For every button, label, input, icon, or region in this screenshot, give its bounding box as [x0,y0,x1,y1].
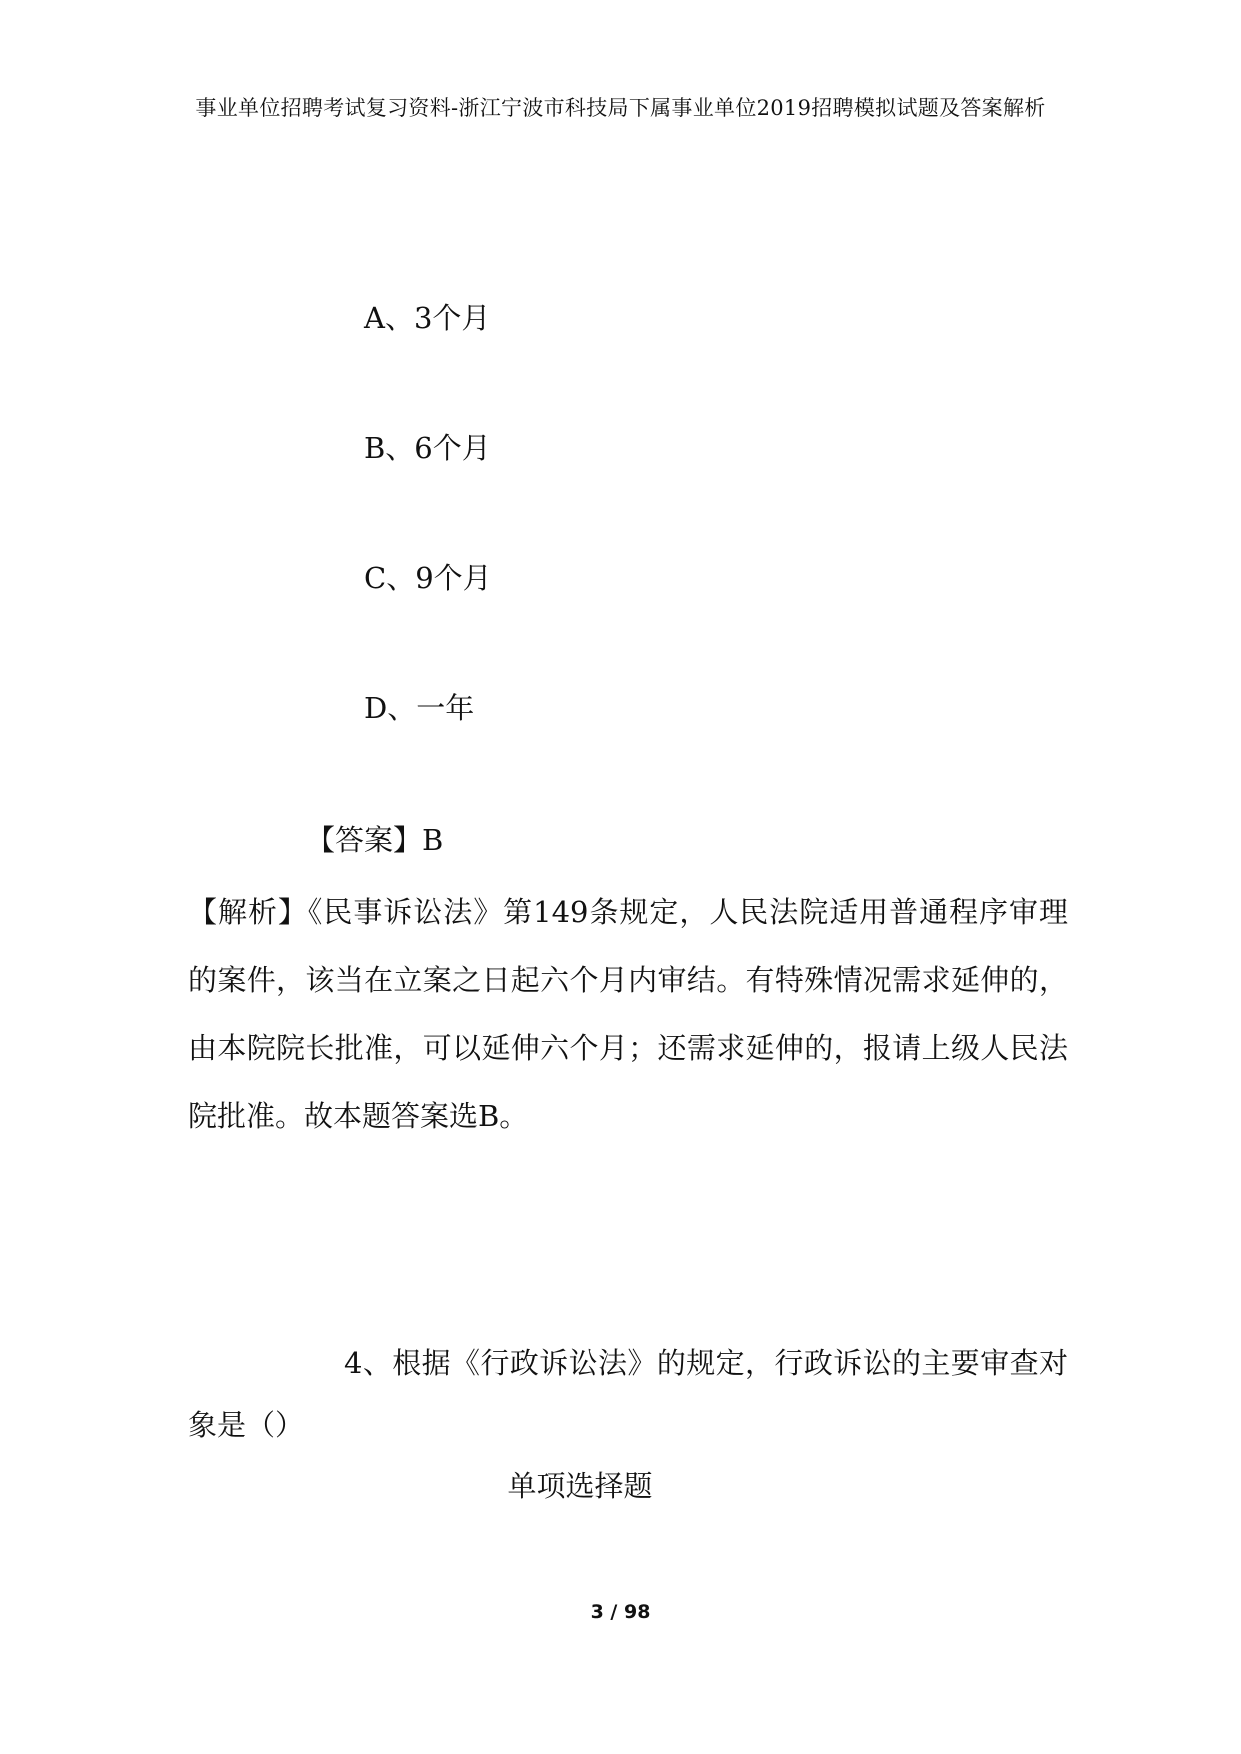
answer-line: 【答案】B [306,823,444,857]
page-number: 3 / 98 [590,1601,651,1623]
option-a: A、3个月 [364,301,491,335]
question-type-label: 单项选择题 [507,1469,653,1503]
question-4 [188,1332,1068,1456]
option-c: C、9个月 [364,561,492,595]
option-b: B、6个月 [364,431,491,465]
question-stem: 4、根据《行政诉讼法》的规定，行政诉讼的主要审查对象是（） [188,1346,1068,1442]
analysis-paragraph [188,878,1068,1150]
option-d: D、一年 [364,691,475,725]
page-header: 事业单位招聘考试复习资料-浙江宁波市科技局下属事业单位2019招聘模拟试题及答案解析 [195,96,1046,120]
analysis-text: 【解析】《民事诉讼法》第149条规定，人民法院适用普通程序审理的案件，该当在立案之日起六个月内审结。有特殊情况需求延伸的，由本院院长批准，可以延伸六个月；还需求延伸的，报请上级人民法院批准。故本题答案选B。 [188,895,1068,1133]
